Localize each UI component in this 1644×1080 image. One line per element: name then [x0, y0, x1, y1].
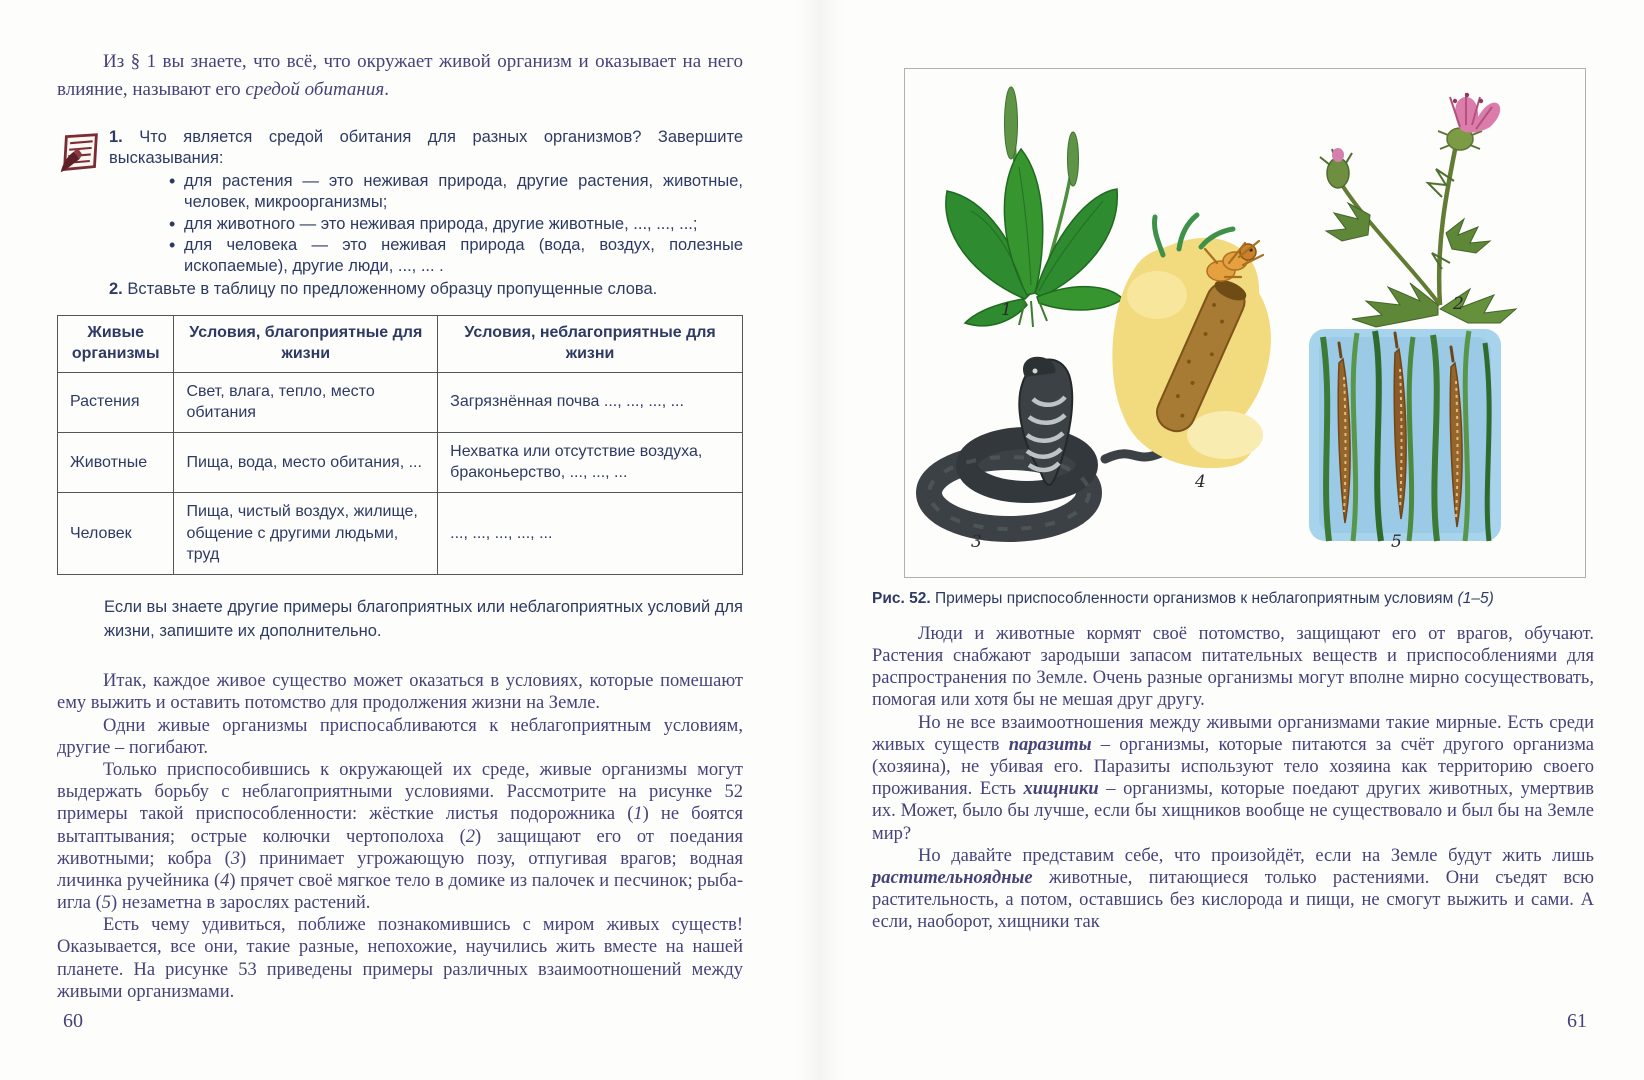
figure-52 — [904, 68, 1586, 578]
body-paragraph: Есть чему удивиться, поближе познакомившись с миром живых существ! Оказывается, все они, такие разные, непохожие, научились жить вместе на нашей планете. На рисунке 53 приведены примеры различных взаимоотношений между живыми организмами. — [57, 915, 743, 1002]
body-paragraph: Только приспособившись к окружающей их среде, живые организмы могут выдержать борьбу с неблагоприятными условиями. Рассмотрите на рисунке 52 примеры такой приспособленности: жёсткие листья подорожника (1) не боятся вытаптывания; острые колючки чертополоха (2) защищают его от поедания животными; кобра (3) принимает угрожающую позу, отпугивая врагов; водная личинка ручейника (4) прячет своё мягкое тело в домике из палочек и песчинок; рыба-игла (5) незаметна в зарослях растений. — [57, 759, 743, 914]
figure-caption-number: Рис. 52. — [872, 590, 931, 607]
body-paragraph: Итак, каждое живое существо может оказаться в условиях, которые помешают ему выжить и оставить потомство для продолжения жизни на Земле. — [57, 671, 743, 714]
table-row — [58, 372, 743, 432]
cell-favorable: Пища, вода, место обитания, ... — [174, 432, 438, 492]
figure-label-5: 5 — [1391, 532, 1402, 552]
body-paragraph: Но давайте представим себе, что произойдёт, если на Земле будут жить лишь растительноядные животные, питающиеся только растениями. Они съедят всю растительность, а потом, оставшись без кислорода и пищи, не смогут выжить и сами. А если, наоборот, хищники так — [872, 845, 1594, 933]
task-bullet-animals: • для животного — это неживая природа, другие животные, ..., ..., ...; — [167, 214, 743, 235]
notebook-pen-icon — [57, 131, 102, 176]
left-body-paragraphs — [57, 670, 743, 1003]
table-header-row — [58, 315, 743, 372]
col-header-organisms: Живые организмы — [58, 315, 174, 372]
col-header-favorable: Условия, благоприятные для жизни — [174, 315, 438, 372]
figure-label-2: 2 — [1453, 294, 1464, 314]
left-page — [57, 48, 743, 1003]
figure-caption — [872, 589, 1594, 610]
figure-label-3: 3 — [971, 532, 982, 552]
figure-caption-range: (1–5) — [1457, 590, 1494, 607]
right-body-paragraphs — [872, 623, 1594, 934]
figure-label-4: 4 — [1195, 472, 1206, 492]
figure-52-artwork — [905, 69, 1585, 577]
page-number-right: 61 — [1567, 1010, 1587, 1032]
cell-organism: Человек — [58, 492, 174, 574]
task-item-1: 1. Что является средой обитания для разных организмов? Завершите высказывания: — [109, 128, 743, 168]
right-page — [872, 60, 1594, 934]
cell-favorable: Свет, влага, тепло, место обитания — [174, 372, 438, 432]
task-bullet-plants: • для растения — это неживая природа, другие растения, животные, человек, микроорганизмы; — [167, 171, 743, 213]
pipefish-in-eelgrass-illustration — [1309, 329, 1501, 541]
figure-label-1: 1 — [1001, 300, 1012, 320]
task-bullet-humans: • для человека — это неживая природа (вода, воздух, полезные ископаемые), другие люди, ..., ... . — [167, 235, 743, 277]
cell-unfavorable: Загрязнённая почва ..., ..., ..., ... — [438, 372, 743, 432]
body-paragraph: Люди и животные кормят своё потомство, защищают его от врагов, обучают. Растения снабжают зародыши запасом питательных веществ и приспособлениями для распространения по Земле. Очень разные организмы могут вполне мирно сосуществовать, помогая или хотя бы не мешая друг другу. — [872, 623, 1594, 711]
table-row — [58, 432, 743, 492]
task-item-2: 2. Вставьте в таблицу по предложенному образцу пропущенные слова. — [109, 279, 658, 298]
thistle-illustration — [1320, 93, 1516, 327]
cell-organism: Животные — [58, 432, 174, 492]
page-number-left: 60 — [63, 1010, 83, 1032]
body-paragraph: Но не все взаимоотношения между живыми организмами такие мирные. Есть среди живых существ паразиты – организмы, которые питаются за счёт другого организма (хозяина), не убивая его. Паразиты используют тело хозяина как территорию своего проживания. Есть хищники – организмы, которые поедают других животных, умертвив их. Может, было бы лучше, если бы хищников вообще не существовало и был бы на Земле мир? — [872, 712, 1595, 844]
task-bullet-list — [109, 171, 743, 277]
col-header-unfavorable: Условия, неблагоприятные для жизни — [438, 315, 743, 372]
caddisfly-larva-illustration — [1112, 215, 1270, 468]
plantain-illustration — [946, 87, 1123, 327]
conditions-table — [57, 315, 743, 575]
task-block — [57, 127, 743, 300]
cell-favorable: Пища, чистый воздух, жилище, общение с другими людьми, труд — [174, 492, 438, 574]
figure-caption-text: Примеры приспособленности организмов к неблагоприятным условиям — [930, 590, 1458, 607]
cell-unfavorable: ..., ..., ..., ..., ... — [438, 492, 743, 574]
cell-organism: Растения — [58, 372, 174, 432]
table-row — [58, 492, 743, 574]
body-paragraph: Одни живые организмы приспосабливаются к неблагоприятным условиям, другие – погибают. — [57, 715, 743, 758]
note-paragraph: Если вы знаете другие примеры благоприятных или неблагоприятных условий для жизни, запишите их дополнительно. — [104, 597, 743, 641]
intro-paragraph: Из § 1 вы знаете, что всё, что окружает живой организм и оказывает на него влияние, называют его средой обитания. — [57, 51, 743, 100]
cell-unfavorable: Нехватка или отсутствие воздуха, браконьерство, ..., ..., ... — [438, 432, 743, 492]
